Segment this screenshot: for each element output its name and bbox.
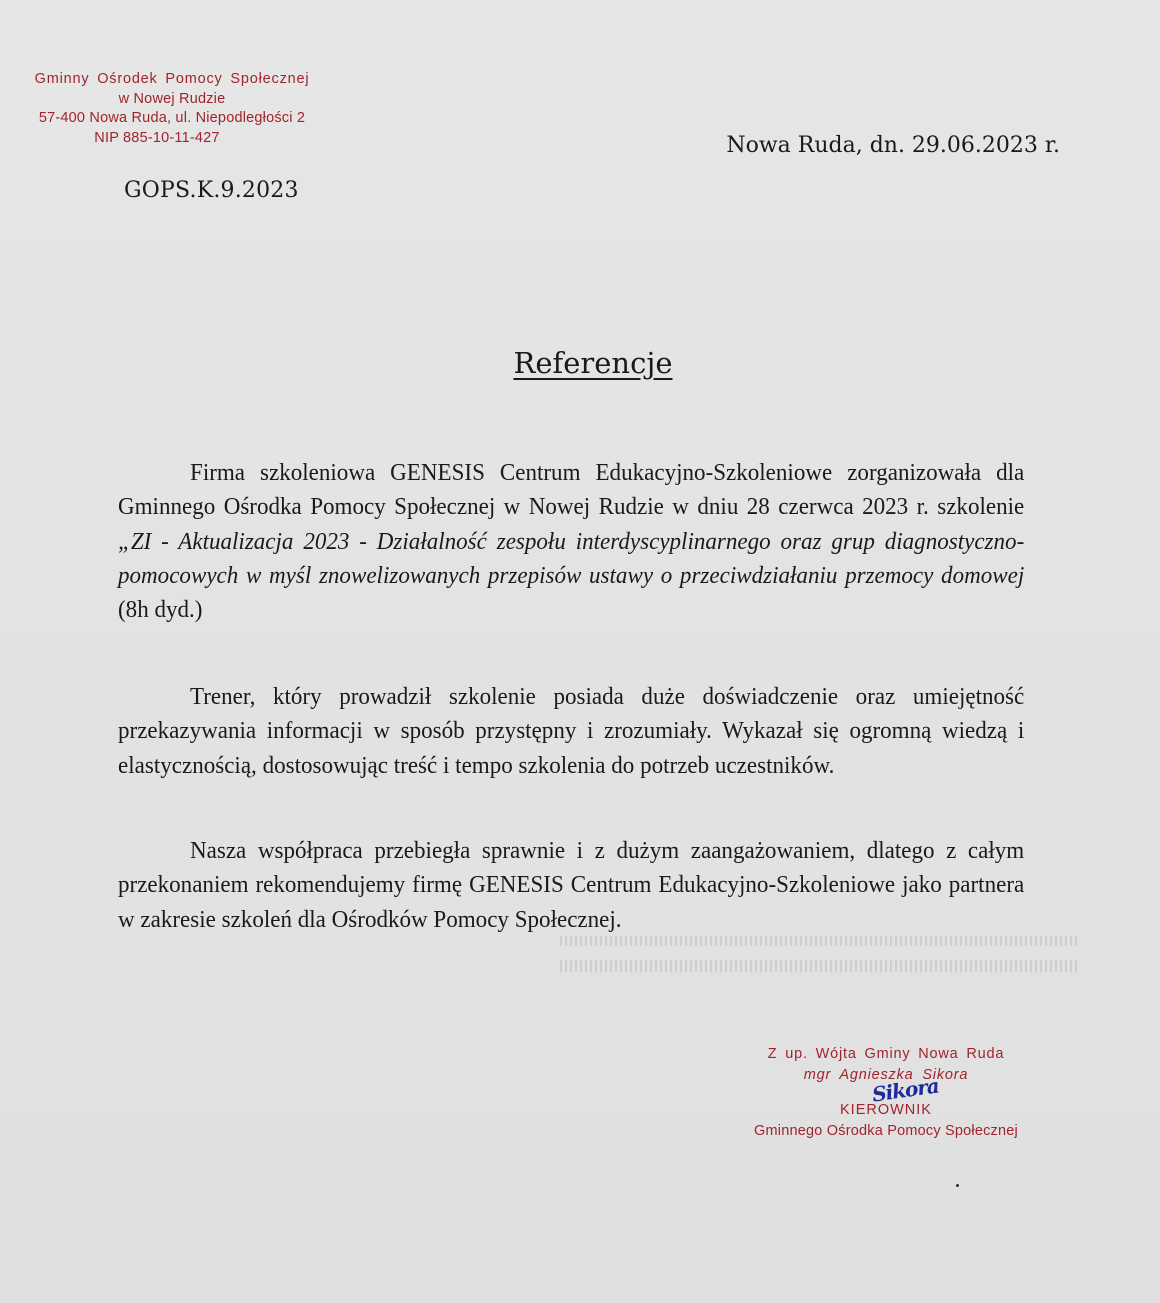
- stamp-line-address: 57-400 Nowa Ruda, ul. Niepodległości 2: [38, 110, 306, 126]
- paragraph-1: [118, 456, 1024, 627]
- handwritten-signature: Sikora: [870, 1073, 941, 1107]
- paragraph-2-text: Trener, który prowadził szkolenie posiada duże doświadczenie oraz umiejętność przekazywania informacji w sposób przystępny i zrozumiały. Wykazał się ogromną wiedzą i elastycznością, dostosowując treść i tempo szkolenia do potrzeb uczestników.: [118, 684, 1025, 779]
- scan-noise: [560, 936, 1080, 980]
- institution-stamp: [34, 70, 310, 148]
- paragraph-1-tail: (8h dyd.): [118, 597, 203, 624]
- stamp-line-nip: NIP 885-10-11-427: [94, 129, 220, 146]
- place-date: Nowa Ruda, dn. 29.06.2023 r.: [726, 133, 1060, 158]
- document-title: Referencje: [513, 346, 673, 380]
- paragraph-3-text: Nasza współpraca przebiegła sprawnie i z dużym zaangażowaniem, dlatego z całym przekonaniem rekomendujemy firmę GENESIS Centrum Edukacyjno-Szkoleniowe jako partnera w zakresie szkoleń dla Ośrodków Pomocy Społecznej.: [118, 838, 1025, 933]
- paragraph-2: [118, 680, 1024, 783]
- scan-speck: [956, 1184, 959, 1187]
- signature-stamp-position: KIEROWNIK: [840, 1102, 932, 1118]
- stamp-line-name: Gminny Ośrodek Pomocy Społecznej: [34, 71, 310, 87]
- signature-stamp-institution: Gminnego Ośrodka Pomocy Społecznej: [754, 1123, 1018, 1139]
- paragraph-1-lead: Firma szkoleniowa GENESIS Centrum Edukacyjno-Szkoleniowe zorganizowała dla Gminnego Ośrodka Pomocy Społecznej w Nowej Rudzie w dniu 28 czerwca 2023 r. szkolenie: [118, 460, 1025, 521]
- course-title: „ZI - Aktualizacja 2023 - Działalność zespołu interdyscyplinarnego oraz grup diagnostyczno-pomocowych w myśl znowelizowanych przepisów ustawy o przeciwdziałaniu przemocy domowej: [118, 528, 1025, 589]
- paragraph-3: [118, 834, 1024, 937]
- signature-stamp-name: mgr Agnieszka Sikora: [803, 1067, 969, 1083]
- stamp-line-town: w Nowej Rudzie: [118, 90, 226, 107]
- reference-number: GOPS.K.9.2023: [124, 178, 299, 203]
- signature-stamp-authority: Z up. Wójta Gminy Nowa Ruda: [767, 1046, 1005, 1062]
